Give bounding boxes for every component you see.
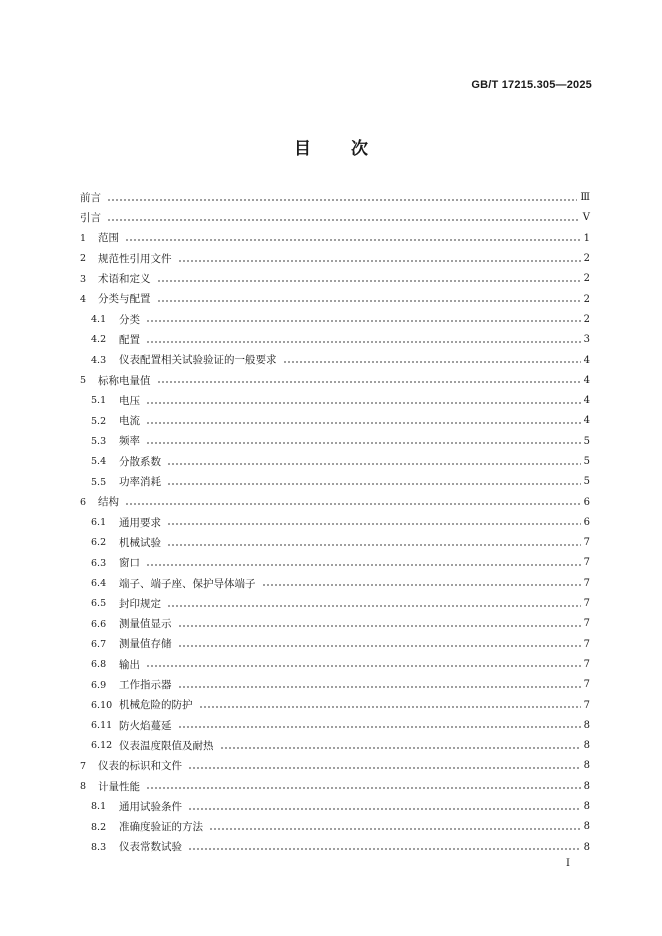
toc-entry-number: 6 xyxy=(80,496,87,508)
toc-entry-label: 仪表配置相关试验验证的一般要求 xyxy=(119,354,277,367)
toc-entry-label: 通用试验条件 xyxy=(119,800,182,813)
toc-entry-number: 6.7 xyxy=(91,638,107,650)
dot-leader xyxy=(199,706,581,708)
dot-leader xyxy=(146,665,581,667)
toc-entry-page: 2 xyxy=(583,293,590,305)
toc-entry-number: 6.4 xyxy=(91,578,107,590)
toc-entry-number: 8.1 xyxy=(91,801,107,813)
toc-entry-page: 7 xyxy=(583,699,590,711)
standard-code: GB/T 17215.305—2025 xyxy=(471,79,592,91)
toc-entry[interactable] xyxy=(80,655,590,675)
toc-entry-page: 5 xyxy=(583,456,590,467)
dot-leader xyxy=(167,605,581,607)
toc-entry-label: 测量值存储 xyxy=(119,638,172,651)
page-title: 目次 xyxy=(294,139,408,159)
toc-entry-page: 7 xyxy=(583,577,590,589)
dot-leader xyxy=(146,564,581,566)
toc-entry-page: 2 xyxy=(583,273,590,285)
toc-entry-label: 分类与配置 xyxy=(98,293,151,306)
toc-entry-page: 8 xyxy=(583,821,590,833)
toc-entry[interactable] xyxy=(80,289,590,309)
toc-entry[interactable] xyxy=(80,838,590,858)
toc-entry-number: 4.1 xyxy=(91,314,107,326)
toc-entry[interactable] xyxy=(80,188,590,208)
toc-entry[interactable] xyxy=(80,310,590,330)
toc-entry-number: 4 xyxy=(80,293,87,305)
toc-entry-page: 7 xyxy=(583,658,590,670)
toc-entry-page: 4 xyxy=(583,395,590,407)
dot-leader xyxy=(157,280,581,282)
toc-entry-label: 封印规定 xyxy=(119,597,161,610)
toc-entry-page: 2 xyxy=(583,253,590,265)
dot-leader xyxy=(157,300,581,302)
toc-entry-number: 6.12 xyxy=(91,740,113,752)
toc-entry-number: 6.2 xyxy=(91,537,107,549)
toc-entry-number: 5 xyxy=(80,375,87,387)
toc-entry[interactable] xyxy=(80,756,590,776)
toc-entry-label: 结构 xyxy=(98,496,119,509)
toc-entry-page: 4 xyxy=(583,354,590,366)
toc-entry[interactable] xyxy=(80,452,590,472)
dot-leader xyxy=(167,544,581,546)
toc-entry-number: 5.1 xyxy=(91,395,107,407)
toc-entry-label: 窗口 xyxy=(119,557,140,570)
toc-entry[interactable] xyxy=(80,797,590,817)
toc-entry-page: 4 xyxy=(583,415,590,427)
toc-entry-label: 通用要求 xyxy=(119,516,161,529)
toc-entry[interactable] xyxy=(80,635,590,655)
toc-entry-number: 8.3 xyxy=(91,841,107,853)
toc-entry-label: 规范性引用文件 xyxy=(98,252,172,265)
toc-entry-number: 6.5 xyxy=(91,598,107,610)
toc-entry-page: 8 xyxy=(583,841,590,853)
toc-entry-page: 6 xyxy=(583,496,590,508)
toc-entry-label: 仪表常数试验 xyxy=(119,841,182,854)
toc-entry[interactable] xyxy=(80,249,590,269)
toc-entry-number: 6.10 xyxy=(91,699,113,711)
page-folio: Ⅰ xyxy=(566,858,570,869)
dot-leader xyxy=(220,747,581,749)
toc-entry-label: 仪表温度限值及耐热 xyxy=(119,739,214,752)
toc-entry-page: 5 xyxy=(583,476,590,488)
toc-entry-number: 5.2 xyxy=(91,415,107,427)
toc-entry-label: 配置 xyxy=(119,333,140,346)
toc-entry-page: 7 xyxy=(583,679,590,691)
toc-entry-page: 8 xyxy=(583,760,590,772)
toc-entry-number: 6.6 xyxy=(91,618,107,630)
toc-entry-number: 6.8 xyxy=(91,659,107,671)
dot-leader xyxy=(178,686,581,688)
dot-leader xyxy=(188,848,581,850)
toc-entry[interactable] xyxy=(80,614,590,634)
dot-leader xyxy=(167,483,581,485)
toc-entry[interactable] xyxy=(80,229,590,249)
dot-leader xyxy=(209,828,581,830)
toc-entry-number: 6.9 xyxy=(91,679,107,691)
toc-entry[interactable] xyxy=(80,411,590,431)
toc-entry[interactable] xyxy=(80,513,590,533)
toc-entry[interactable] xyxy=(80,350,590,370)
toc-entry-page: 2 xyxy=(583,313,590,325)
dot-leader xyxy=(107,219,580,221)
toc-entry-page: 7 xyxy=(583,618,590,630)
toc-entry-label: 工作指示器 xyxy=(119,679,172,692)
toc-entry-number: 7 xyxy=(80,760,87,772)
toc-entry-label: 引言 xyxy=(80,212,101,225)
toc-entry-page: 7 xyxy=(583,537,590,549)
toc-entry-number: 6.11 xyxy=(91,720,113,732)
toc-entry-number: 4.3 xyxy=(91,354,107,366)
toc-entry[interactable] xyxy=(80,330,590,350)
toc-entry-label: 频率 xyxy=(119,435,140,448)
toc-entry[interactable] xyxy=(80,208,590,228)
dot-leader xyxy=(167,523,581,525)
toc-entry[interactable] xyxy=(80,817,590,837)
toc-entry-number: 5.4 xyxy=(91,456,107,468)
dot-leader xyxy=(146,422,581,424)
toc-entry-label: 仪表的标识和文件 xyxy=(98,760,182,773)
toc-entry-number: 2 xyxy=(80,253,87,265)
toc-entry-page: 8 xyxy=(583,780,590,792)
dot-leader xyxy=(146,787,581,789)
toc-entry-page: 7 xyxy=(583,598,590,610)
toc-entry-page: 1 xyxy=(583,232,590,244)
toc-entry[interactable] xyxy=(80,736,590,756)
dot-leader xyxy=(188,808,581,810)
toc-entry-page: 7 xyxy=(583,638,590,650)
toc-entry-page: 8 xyxy=(583,719,590,731)
toc-entry-label: 电流 xyxy=(119,415,140,428)
toc-entry-page: 6 xyxy=(583,516,590,528)
toc-entry-label: 计量性能 xyxy=(98,780,140,793)
toc-entry-label: 机械试验 xyxy=(119,536,161,549)
dot-leader xyxy=(125,503,581,505)
toc-entry-page: 8 xyxy=(583,801,590,813)
dot-leader xyxy=(107,199,577,201)
toc-entry-number: 5.5 xyxy=(91,476,107,488)
toc-entry-page: 7 xyxy=(583,557,590,569)
toc-entry-number: 6.1 xyxy=(91,517,107,529)
toc-entry[interactable] xyxy=(80,391,590,411)
dot-leader xyxy=(283,361,581,363)
toc-entry-number: 3 xyxy=(80,273,87,285)
toc-entry[interactable] xyxy=(80,574,590,594)
toc-entry-page: 8 xyxy=(583,740,590,752)
toc-entry-page: 4 xyxy=(583,374,590,386)
toc-entry[interactable] xyxy=(80,777,590,797)
toc-entry-label: 机械危险的防护 xyxy=(119,699,193,712)
toc-entry-label: 准确度验证的方法 xyxy=(119,821,203,834)
toc-entry-label: 术语和定义 xyxy=(98,273,151,286)
toc-entry[interactable] xyxy=(80,675,590,695)
toc-entry[interactable] xyxy=(80,533,590,553)
toc-entry-label: 测量值显示 xyxy=(119,618,172,631)
toc-entry-number: 6.3 xyxy=(91,557,107,569)
toc-entry-label: 功率消耗 xyxy=(119,476,161,489)
toc-entry[interactable] xyxy=(80,594,590,614)
dot-leader xyxy=(178,260,581,262)
table-of-contents xyxy=(80,188,590,858)
toc-entry[interactable] xyxy=(80,432,590,452)
dot-leader xyxy=(178,726,581,728)
dot-leader xyxy=(262,584,581,586)
toc-entry[interactable] xyxy=(80,695,590,715)
toc-entry-page: 3 xyxy=(583,334,590,346)
toc-entry-label: 输出 xyxy=(119,658,140,671)
toc-entry-number: 8 xyxy=(80,781,87,792)
toc-entry-page: Ⅴ xyxy=(582,212,590,224)
toc-entry[interactable] xyxy=(80,553,590,573)
dot-leader xyxy=(146,402,581,404)
toc-entry[interactable] xyxy=(80,492,590,512)
toc-entry-label: 范围 xyxy=(98,232,119,245)
dot-leader xyxy=(178,625,581,627)
dot-leader xyxy=(188,767,581,769)
toc-entry-page: 5 xyxy=(583,435,590,447)
toc-entry-number: 1 xyxy=(80,232,87,244)
toc-entry-number: 5.3 xyxy=(91,435,107,447)
toc-entry-label: 端子、端子座、保护导体端子 xyxy=(119,577,256,590)
dot-leader xyxy=(167,463,581,465)
dot-leader xyxy=(125,239,581,241)
toc-entry-label: 分散系数 xyxy=(119,455,161,468)
dot-leader xyxy=(146,341,581,343)
dot-leader xyxy=(146,320,581,322)
toc-entry-number: 4.2 xyxy=(91,334,107,346)
toc-entry-label: 前言 xyxy=(80,191,101,204)
toc-entry-label: 标称电量值 xyxy=(98,374,151,387)
toc-entry-number: 8.2 xyxy=(91,821,107,833)
toc-entry-page: Ⅲ xyxy=(580,192,590,204)
toc-entry[interactable] xyxy=(80,472,590,492)
toc-entry[interactable] xyxy=(80,716,590,736)
dot-leader xyxy=(146,442,581,444)
toc-entry-label: 防火焰蔓延 xyxy=(119,719,172,732)
dot-leader xyxy=(178,645,581,647)
toc-entry-label: 电压 xyxy=(119,394,140,407)
dot-leader xyxy=(157,381,581,383)
toc-entry-label: 分类 xyxy=(119,313,140,326)
toc-entry[interactable] xyxy=(80,371,590,391)
toc-entry[interactable] xyxy=(80,269,590,289)
